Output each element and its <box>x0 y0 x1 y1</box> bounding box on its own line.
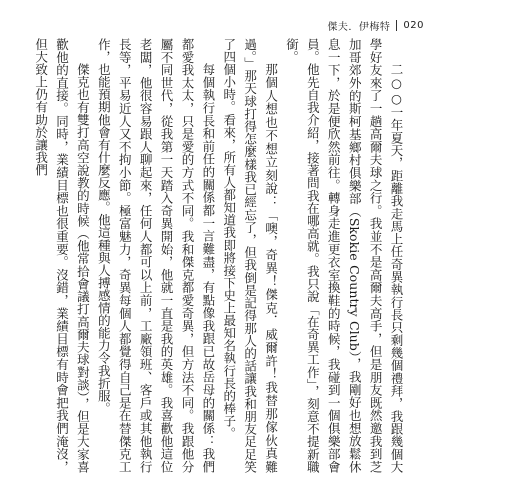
running-header <box>327 18 424 33</box>
page-number: 020 <box>403 20 424 31</box>
paragraph: 每個執行長和前任的關係都一言難盡，有點像我跟已故岳母的關係：我們都愛我太太，只是愛的方式不同。我和傑克都愛奇異，但方法不同。我跟他分屬不同世代，從我第一天踏入奇異開始，他就一直是我的英雄。我喜歡他這位老闆，他很容易跟人聊起來，任何人都可以上前，工廠領班、客戶或其他執行長等，平易近人又不拘小節。極富魅力，奇異每個人都覺得自己是在替傑克工作，也能預期他會有什麼反應。他這種與人搏感情的能力令我折服。 <box>96 38 216 473</box>
paragraph: 傑克也有雙打高空說教的時候（他常拾會議打高爾夫球對談），但是大家喜歡他的直接。同時，業績目標也很重要。沒錯，業績目標有時會把我們淹沒，但大致上仍有助於讓我們 <box>33 38 91 473</box>
paragraph: 二○○一年夏天，距離我走馬上任奇異執行長只剩幾個禮拜，我跟幾個大學好友來了一趟高爾夫球之行。我並不是高爾夫高手，但是朋友既然邀我到芝加哥郊外的斯柯基鄉村俱樂部（Skokie Country Club），我剛好也想放鬆休息一下，於是便欣然前往。轉身走進更衣室換鞋的時候，我碰到一個俱樂部會員。他先自我介紹，接著問我在哪高就。我只說「在奇異工作」，刻意不提新職銜。 <box>284 38 404 473</box>
body-text <box>33 38 406 473</box>
running-title: 傑夫．伊梅特 <box>327 22 391 33</box>
header-divider <box>396 20 397 31</box>
paragraph: 那個人想也不想立刻說：「噢，奇異！傑克．威爾許！我替那傢伙真難過。」那天球打得怎麼樣我已經忘了，但我倒是記得那人的話讓我和朋友足足笑了四個小時。看來，所有人都知道我即將接下史上最知名執行長的棒子。 <box>221 38 279 473</box>
